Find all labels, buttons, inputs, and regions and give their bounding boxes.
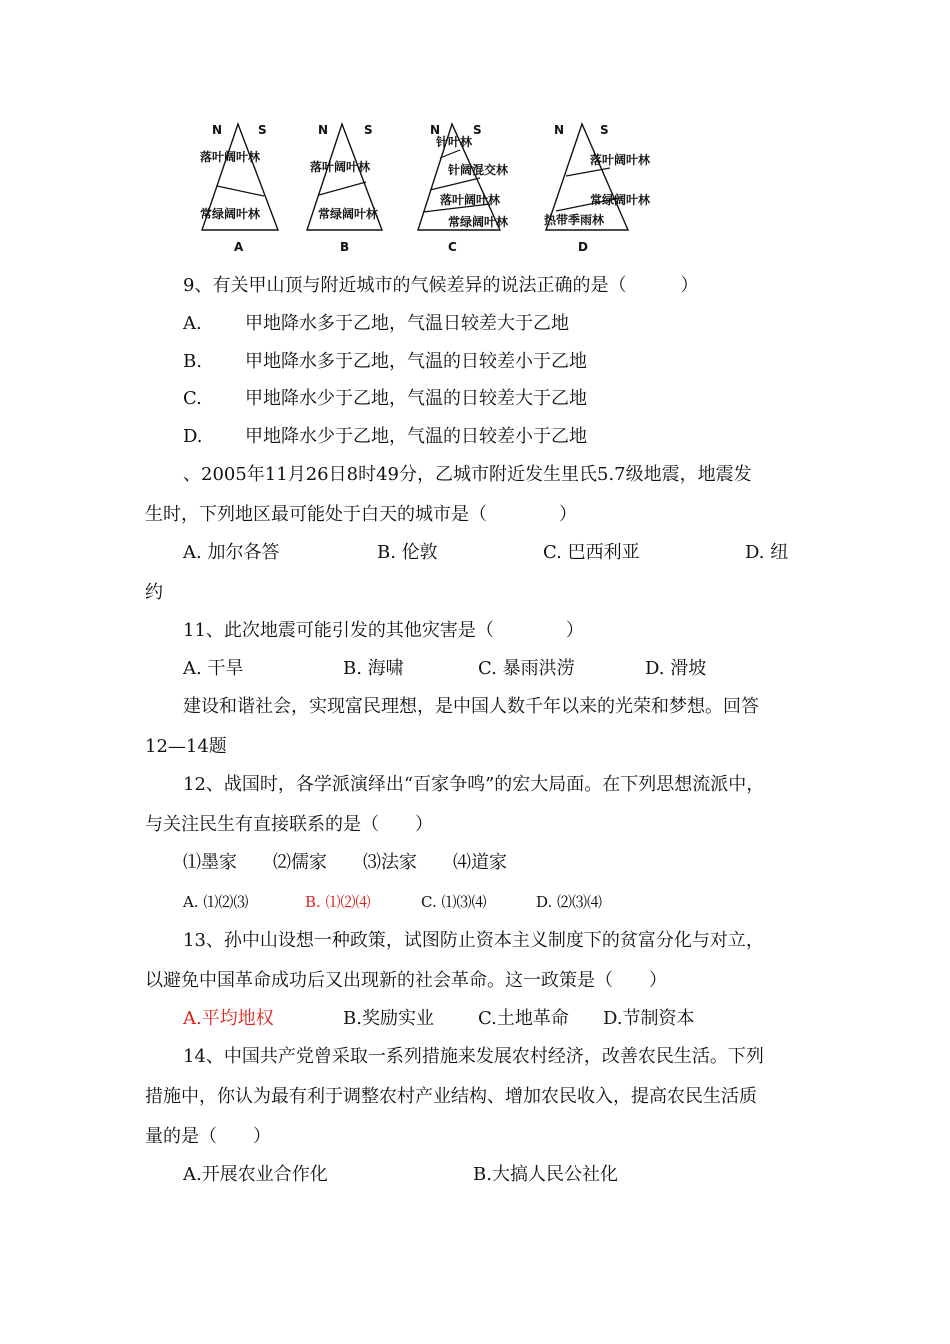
q14-stem-line-3: 量的是（ ） (145, 1126, 271, 1147)
q11-stem: 11、此次地震可能引发的其他灾害是（ ） (183, 620, 584, 641)
q9-option-a-label: A. (183, 313, 202, 334)
vegetation-zone-svg (190, 116, 660, 262)
triangle-a-zone-2: 常绿阔叶林 (200, 207, 261, 221)
q13-option-d[interactable]: D.节制资本 (603, 1008, 695, 1029)
q11-option-c[interactable]: C. 暴雨洪涝 (478, 658, 575, 679)
triangle-b-n: N (318, 123, 329, 137)
q10-option-d[interactable]: D. 纽 (745, 542, 789, 563)
q9-option-b-label: B. (183, 351, 202, 372)
q9-option-a-text: 甲地降水多于乙地，气温日较差大于乙地 (245, 313, 569, 334)
intro-line-1: 建设和谐社会，实现富民理想，是中国人数千年以来的光荣和梦想。回答 (183, 696, 759, 717)
q13-option-b[interactable]: B.奖励实业 (343, 1008, 434, 1029)
vegetation-zone-figure (190, 116, 660, 262)
triangle-c-label: C (448, 240, 457, 254)
q11-option-b[interactable]: B. 海啸 (343, 658, 404, 679)
triangle-a-n: N (212, 123, 223, 137)
q14-stem-line-2: 措施中，你认为最有利于调整农村产业结构、增加农民收入，提高农民生活质 (145, 1086, 757, 1107)
intro-line-2: 12—14题 (145, 736, 227, 757)
q13-stem-line-2: 以避免中国革命成功后又出现新的社会革命。这一政策是（ ） (145, 970, 667, 991)
q10-stem-line-2: 生时，下列地区最可能处于白天的城市是（ ） (145, 504, 577, 525)
q9-option-d[interactable] (183, 425, 853, 449)
triangle-d-n: N (554, 123, 565, 137)
q10-option-d-continued: 约 (145, 582, 163, 603)
q9-stem: 9、有关甲山顶与附近城市的气候差异的说法正确的是（ ） (183, 275, 699, 296)
triangle-b (307, 123, 382, 254)
triangle-c-zone-1: 针叶林 (436, 135, 473, 149)
triangle-d-zone-1: 落叶阔叶林 (590, 153, 651, 167)
q9-option-a[interactable] (183, 312, 853, 336)
triangle-d-zone-3: 热带季雨林 (544, 213, 605, 227)
q9-option-c[interactable] (183, 387, 853, 411)
triangle-c (418, 123, 509, 254)
q12-option-d[interactable]: D. ⑵⑶⑷ (536, 893, 603, 911)
q9-option-c-label: C. (183, 388, 202, 409)
triangle-d-zone-2: 常绿阔叶林 (590, 193, 651, 207)
triangle-a-label: A (234, 240, 244, 254)
triangle-a (200, 123, 278, 254)
triangle-b-zone-1: 落叶阔叶林 (310, 160, 371, 174)
q9-option-b-text: 甲地降水多于乙地，气温的日较差小于乙地 (245, 351, 587, 372)
q12-option-a[interactable]: A. ⑴⑵⑶ (183, 893, 249, 911)
q14-option-b[interactable]: B.大搞人民公社化 (473, 1164, 618, 1185)
q13-option-a[interactable]: A.平均地权 (183, 1008, 274, 1029)
triangle-b-label: B (340, 240, 350, 254)
triangle-d (544, 123, 651, 254)
q10-option-c[interactable]: C. 巴西利亚 (543, 542, 640, 563)
q11-option-d[interactable]: D. 滑坡 (645, 658, 707, 679)
q10-option-a[interactable]: A. 加尔各答 (183, 542, 280, 563)
q9-option-b[interactable] (183, 350, 853, 374)
triangle-a-zone-1: 落叶阔叶林 (200, 150, 261, 164)
q14-stem-line-1: 14、中国共产党曾采取一系列措施来发展农村经济，改善农民生活。下列 (183, 1046, 764, 1067)
q11-option-a[interactable]: A. 干旱 (183, 658, 244, 679)
q12-option-c[interactable]: C. ⑴⑶⑷ (421, 893, 487, 911)
triangle-c-zone-3: 落叶阔叶林 (440, 193, 501, 207)
triangle-c-zone-4: 常绿阔叶林 (448, 215, 509, 229)
triangle-c-s: S (473, 123, 482, 137)
triangle-c-zone-2: 针阔混交林 (448, 163, 509, 177)
triangle-d-label: D (578, 240, 588, 254)
q12-stem-line-1: 12、战国时，各学派演绎出“百家争鸣”的宏大局面。在下列思想流派中， (183, 774, 765, 795)
q12-items: ⑴墨家 ⑵儒家 ⑶法家 ⑷道家 (183, 852, 507, 873)
triangle-b-s: S (364, 123, 373, 137)
q13-option-c[interactable]: C.土地革命 (478, 1008, 569, 1029)
q10-option-b[interactable]: B. 伦敦 (377, 542, 438, 563)
triangle-a-s: S (258, 123, 267, 137)
triangle-d-s: S (600, 123, 609, 137)
triangle-c-n: N (430, 123, 441, 137)
q9-option-d-label: D. (183, 426, 203, 447)
q12-option-b[interactable]: B. ⑴⑵⑷ (305, 893, 371, 911)
q14-option-a[interactable]: A.开展农业合作化 (183, 1164, 328, 1185)
q10-stem-line-1: 、2005年11月26日8时49分，乙城市附近发生里氏5.7级地震，地震发 (183, 464, 752, 485)
triangle-b-zone-2: 常绿阔叶林 (318, 207, 379, 221)
q9-option-d-text: 甲地降水少于乙地，气温的日较差小于乙地 (245, 426, 587, 447)
q13-stem-line-1: 13、孙中山设想一种政策，试图防止资本主义制度下的贫富分化与对立， (183, 930, 764, 951)
q9-option-c-text: 甲地降水少于乙地，气温的日较差大于乙地 (245, 388, 587, 409)
q12-stem-line-2: 与关注民生有直接联系的是（ ） (145, 814, 433, 835)
